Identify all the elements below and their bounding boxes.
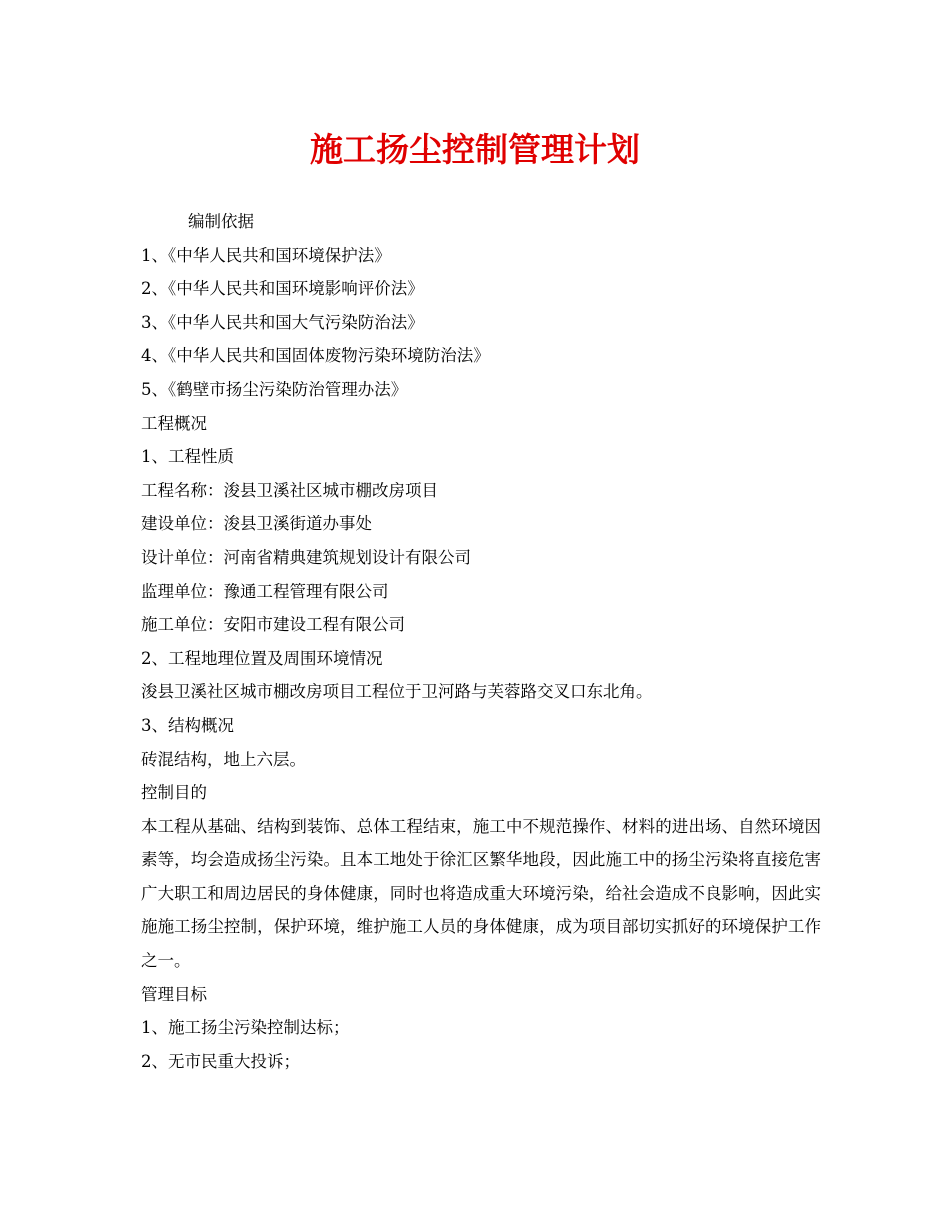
goal-item-1: 1、施工扬尘污染控制达标； xyxy=(141,1018,350,1038)
basis-item-4: 4、《中华人民共和国固体废物污染环境防治法》 xyxy=(141,346,490,366)
structure-text: 砖混结构，地上六层。 xyxy=(141,749,306,769)
subheading-location: 2、工程地理位置及周围环境情况 xyxy=(141,648,383,668)
basis-item-1: 1、《中华人民共和国环境保护法》 xyxy=(141,245,391,265)
heading-purpose: 控制目的 xyxy=(141,783,207,803)
goal-item-2: 2、无市民重大投诉； xyxy=(141,1051,300,1071)
builder-unit: 施工单位：安阳市建设工程有限公司 xyxy=(141,615,405,635)
purpose-paragraph: 本工程从基础、结构到装饰、总体工程结束，施工中不规范操作、材料的进出场、自然环境因素等，均会造成扬尘污染。且本工地处于徐汇区繁华地段，因此施工中的扬尘污染将直接危害广大职工和周边居民的身体健康，同时也将造成重大环境污染，给社会造成不良影响，因此实施施工扬尘控制，保护环境，维护施工人员的身体健康，成为项目部切实抓好的环境保护工作之一。 xyxy=(141,816,821,971)
basis-item-5: 5、《鹤壁市扬尘污染防治管理办法》 xyxy=(141,379,408,399)
location-text: 浚县卫溪社区城市棚改房项目工程位于卫河路与芙蓉路交叉口东北角。 xyxy=(141,682,653,702)
subheading-structure: 3、结构概况 xyxy=(141,715,234,735)
heading-basis: 编制依据 xyxy=(188,212,254,231)
project-name: 工程名称：浚县卫溪社区城市棚改房项目 xyxy=(141,480,438,500)
document-title: 施工扬尘控制管理计划 xyxy=(310,130,640,169)
basis-item-3: 3、《中华人民共和国大气污染防治法》 xyxy=(141,312,424,332)
design-unit: 设计单位：河南省精典建筑规划设计有限公司 xyxy=(141,547,471,567)
supervision-unit: 监理单位：豫通工程管理有限公司 xyxy=(141,581,389,601)
document-body xyxy=(141,205,821,1078)
basis-item-2: 2、《中华人民共和国环境影响评价法》 xyxy=(141,279,424,299)
heading-goals: 管理目标 xyxy=(141,984,207,1004)
heading-overview: 工程概况 xyxy=(141,413,207,433)
construction-unit: 建设单位：浚县卫溪街道办事处 xyxy=(141,514,372,534)
subheading-nature: 1、工程性质 xyxy=(141,447,234,467)
